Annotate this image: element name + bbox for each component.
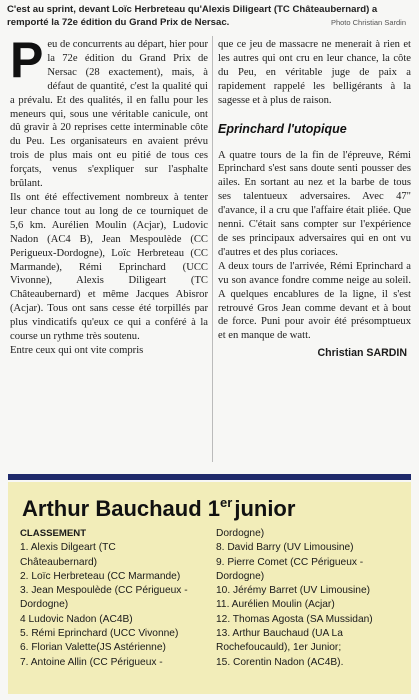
- article-paragraph: A quatre tours de la fin de l'épreuve, Rémi Eprinchard s'est sans doute senti pousser des ailes. En sortant au nez et la barbe de tous ses talentueux adversaires. Avec 47" d'avance, il a cru que l'affaire était pliée. Que nenni. C'était sans compter sur l'expérience de ses principaux adversaires qui en ont vu d'autres et des plus coriaces.: [218, 149, 411, 258]
- article-column-2: [218, 38, 411, 361]
- results-heading: CLASSEMENT: [20, 528, 87, 539]
- results-line: 8. David Barry (UV Limousine): [216, 542, 354, 554]
- article-paragraph: A deux tours de l'arrivée, Rémi Eprinchard a vu son avance fondre comme neige au soleil. A quelques encablures de la ligne, il s'est retrouvé Gros Jean comme devant et à bout de force. Puni pour avoir été présomptueux et en manque de watt.: [218, 260, 411, 342]
- article-paragraph: Ils ont été effectivement nombreux à tenter leur chance tout au long de ce tourniquet de 5,6 km. Aurélien Moulin (Acjar), Ludovic Nadon (AC4 B), Jean Mespoulède (CC Perigueux-Dordogne), Loïc Herbreteau (CC Marmande), Rémi Eprinchard (UCC Vivonne), Alexis Diligeart (TC Châteaubernard) et même Jacques Abisror (Acjar). Tous ont sans cesse été torpillés par plus vindicatifs qu'eux ce qui a conféré à la course un rythme très soutenu.: [10, 191, 208, 343]
- results-line: 1. Alexis Dilgeart (TC: [20, 542, 116, 554]
- results-line: 11. Aurélien Moulin (Acjar): [216, 599, 335, 611]
- results-box-title: Arthur Bauchaud 1erjunior: [22, 495, 296, 521]
- results-line: 6. Florian Valette(JS Astérienne): [20, 642, 166, 654]
- column-divider: [212, 36, 213, 462]
- results-line: 7. Antoine Allin (CC Périgueux -: [20, 656, 163, 668]
- results-line: 15. Corentin Nadon (AC4B).: [216, 656, 344, 668]
- results-line: Châteaubernard): [20, 556, 98, 568]
- results-left-column: [20, 527, 214, 670]
- article-paragraph: que ce jeu de massacre ne menerait à rien et les autres qui ont cru en leur chance, la côte du Peu, en véritable juge de paix a rapidement rappelé les belligérants à la sagesse et à plus de raison.: [218, 39, 411, 106]
- results-line: 10. Jérémy Barret (UV Limousine): [216, 585, 370, 597]
- results-line: 4 Ludovic Nadon (AC4B): [20, 613, 133, 625]
- article-paragraph: Peu de concurrents au départ, hier pour la 72e édition du Grand Prix de Nersac (28 exactement), mais, à défaut de quantité, c'est la qualité qui a prévalu. Et des qualités, il en fallu pour les meneurs qui, sous une véritable canicule, ont dû gravir à 20 reprises cette interminable côte du Peu. Les organisateurs en avaient prévu trois de plus mais ont eu pitié de tous ces forçats, venus s'expliquer sur l'asphalte brûlant.: [10, 32, 208, 190]
- photo-caption: [7, 3, 412, 29]
- results-right-column: [216, 527, 408, 670]
- results-box: [8, 482, 411, 694]
- results-line: 2. Loïc Herbreteau (CC Marmande): [20, 570, 181, 582]
- results-line: Rochefoucauld), 1er Junior;: [216, 642, 342, 654]
- caption-text: C'est au sprint, devant Loïc Herbreteau qu'Alexis Diligeart (TC Châteaubernard) a remporté la 72e édition du Grand Prix de Nersac.: [7, 4, 378, 28]
- results-line: 9. Pierre Comet (CC Périgueux -: [216, 556, 364, 568]
- results-line: Dordogne): [216, 528, 265, 539]
- results-line: 5. Rémi Eprinchard (UCC Vivonne): [20, 628, 179, 640]
- box-top-rule: [8, 474, 411, 480]
- article-author: Christian SARDIN: [317, 347, 407, 360]
- article-subheading: Eprinchard l'utopique: [218, 121, 347, 136]
- photo-credit: Photo Christian Sardin: [330, 18, 406, 27]
- results-line: 13. Arthur Bauchaud (UA La: [216, 628, 343, 640]
- drop-cap: P: [10, 32, 44, 88]
- article-paragraph: Entre ceux qui ont vite compris: [10, 344, 144, 356]
- results-line: 3. Jean Mespoulède (CC Périgueux -: [20, 585, 188, 597]
- article-column-1: [10, 32, 208, 358]
- results-line: Dordogne): [20, 599, 69, 611]
- results-line: Dordogne): [216, 570, 265, 582]
- results-line: 12. Thomas Agosta (SA Mussidan): [216, 613, 373, 625]
